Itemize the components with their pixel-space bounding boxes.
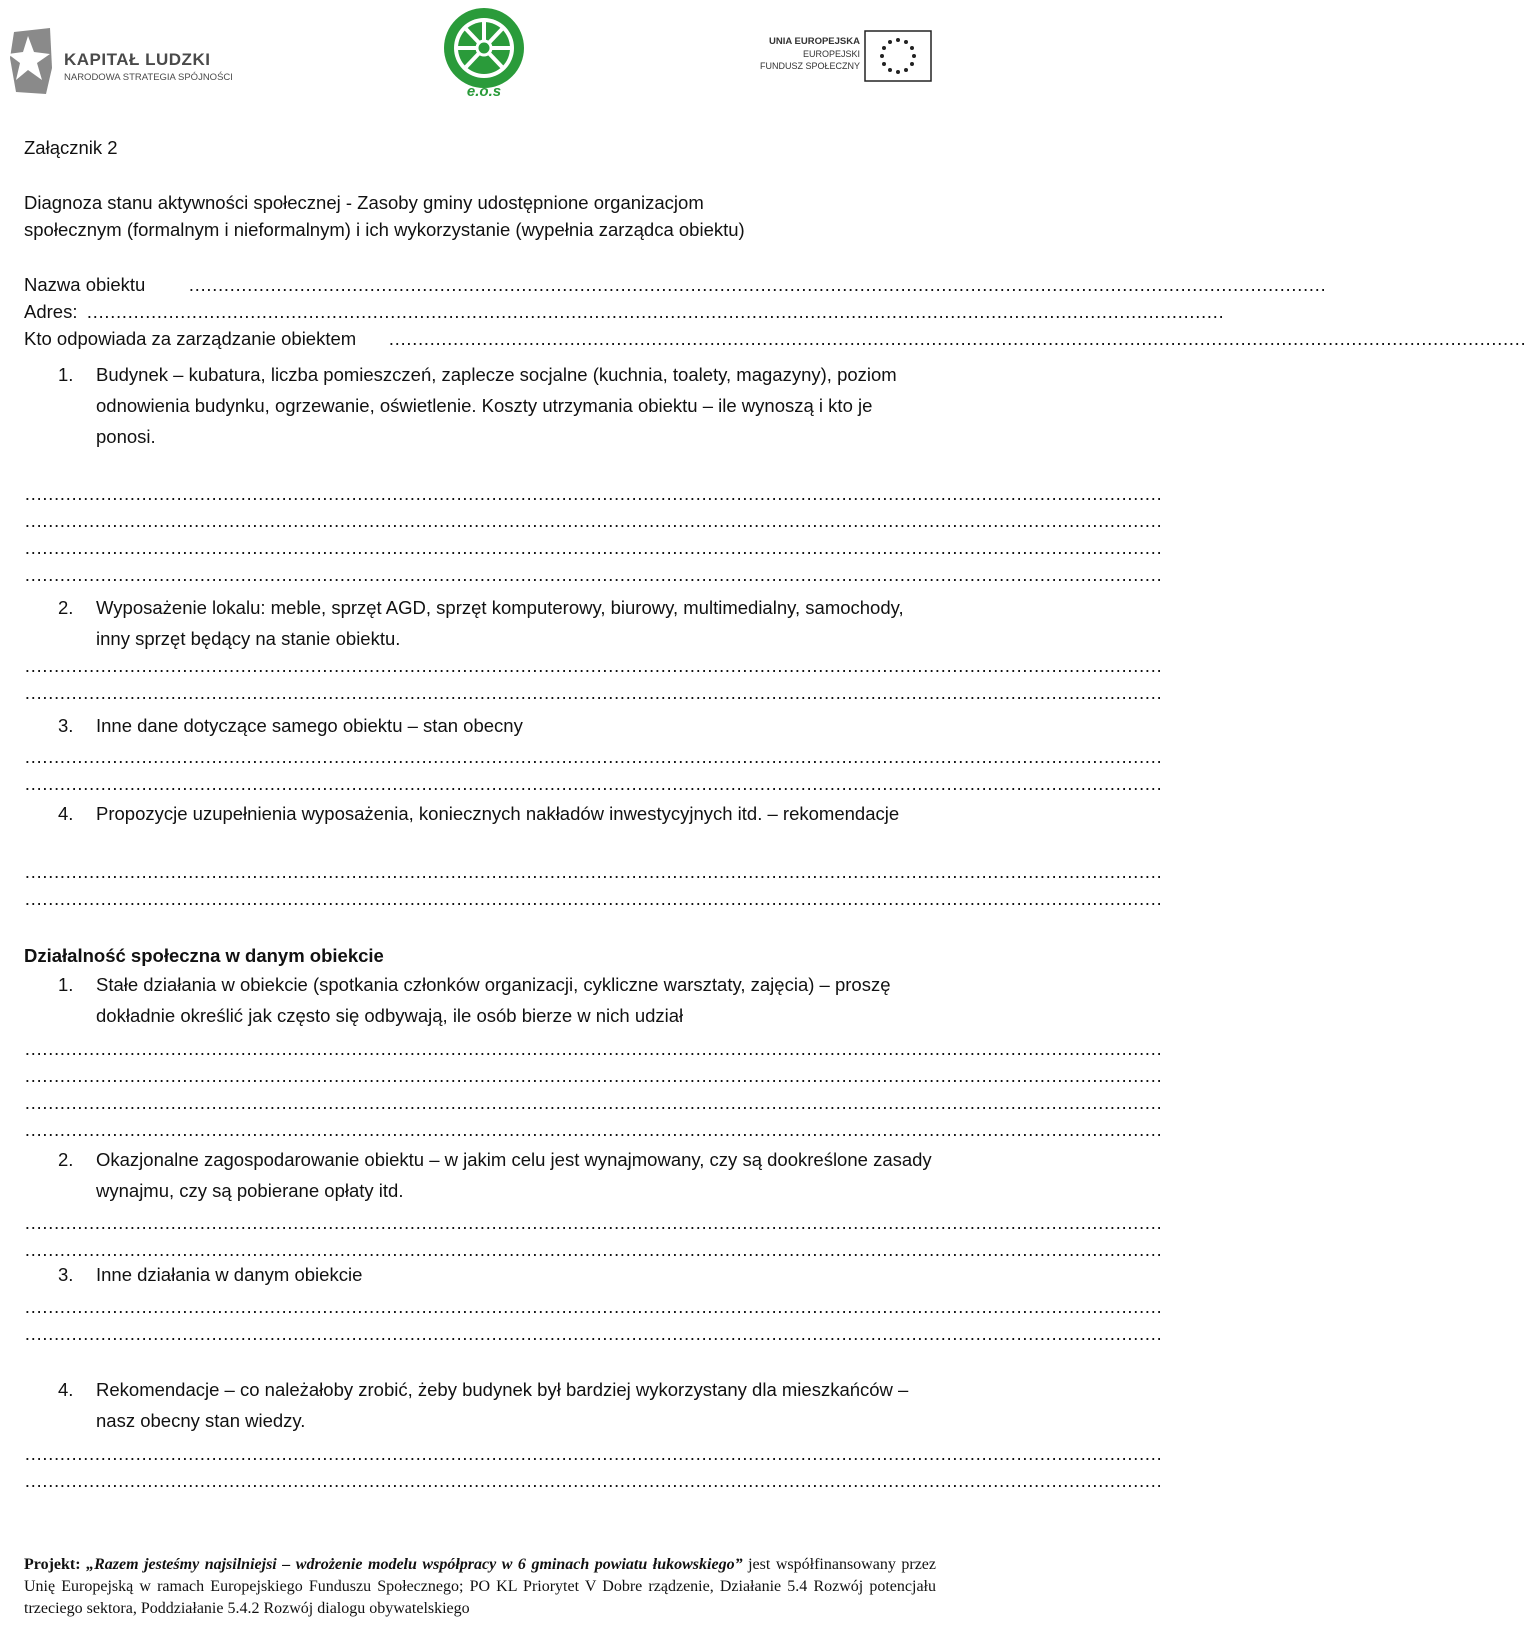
section-heading-social-activity: Działalność społeczna w danym obiekcie bbox=[24, 945, 384, 966]
item-number: 1. bbox=[58, 364, 74, 385]
question-regular-activities: Stałe działania w obiekcie (spotkania członków organizacji, cykliczne warsztaty, zajęcia) – proszę dokładnie określić jak często się odbywają, ile osób bierze w nich udział bbox=[96, 974, 891, 1026]
page-header bbox=[0, 0, 960, 110]
question-other-activities: Inne działania w danym obiekcie bbox=[96, 1264, 363, 1285]
answer-line[interactable]: …………………………………………………………………………………………………………………………………………………………………………… bbox=[24, 564, 1162, 585]
item-number: 2. bbox=[58, 1149, 74, 1170]
address-field[interactable]: …………………………………………………………………………………………………………………………………………………………………………… bbox=[86, 301, 1224, 322]
manager-field[interactable]: …………………………………………………………………………………………………………………………………………………………………………… bbox=[388, 328, 1526, 349]
item-number: 4. bbox=[58, 803, 74, 824]
eu-flag-icon bbox=[864, 30, 932, 82]
answer-line[interactable]: …………………………………………………………………………………………………………………………………………………………………………… bbox=[24, 1323, 1162, 1344]
answer-line[interactable]: …………………………………………………………………………………………………………………………………………………………………………… bbox=[24, 1296, 1162, 1317]
item-number: 3. bbox=[58, 715, 74, 736]
answer-line[interactable]: …………………………………………………………………………………………………………………………………………………………………………… bbox=[24, 682, 1162, 703]
address-label: Adres: bbox=[24, 301, 78, 322]
answer-line[interactable]: …………………………………………………………………………………………………………………………………………………………………………… bbox=[24, 510, 1162, 531]
project-footer bbox=[24, 1554, 936, 1620]
footer-project-label: Projekt: bbox=[24, 1556, 81, 1573]
answer-line[interactable]: …………………………………………………………………………………………………………………………………………………………………………… bbox=[24, 773, 1162, 794]
answer-line[interactable]: …………………………………………………………………………………………………………………………………………………………………………… bbox=[24, 1038, 1162, 1059]
eu-logo bbox=[738, 30, 938, 82]
kapital-ludzki-title: KAPITAŁ LUDZKI bbox=[64, 50, 211, 69]
answer-line[interactable]: …………………………………………………………………………………………………………………………………………………………………………… bbox=[24, 1443, 1162, 1464]
answer-line[interactable]: …………………………………………………………………………………………………………………………………………………………………………… bbox=[24, 888, 1162, 909]
object-name-field[interactable]: …………………………………………………………………………………………………………………………………………………………………………… bbox=[188, 274, 1326, 295]
answer-line[interactable]: …………………………………………………………………………………………………………………………………………………………………………… bbox=[24, 746, 1162, 767]
kapital-ludzki-logo bbox=[6, 28, 246, 100]
form-title-line-2: społecznym (formalnym i nieformalnym) i ich wykorzystanie (wypełnia zarządca obiektu) bbox=[24, 219, 745, 240]
question-recommendations-equipment: Propozycje uzupełnienia wyposażenia, koniecznych nakładów inwestycyjnych itd. – rekomendacje bbox=[96, 803, 900, 824]
answer-line[interactable]: …………………………………………………………………………………………………………………………………………………………………………… bbox=[24, 483, 1162, 504]
answer-line[interactable]: …………………………………………………………………………………………………………………………………………………………………………… bbox=[24, 1212, 1162, 1233]
question-building: Budynek – kubatura, liczba pomieszczeń, zaplecze socjalne (kuchnia, toalety, magazyny), poziom odnowienia budynku, ogrzewanie, oświetlenie. Koszty utrzymania obiektu – ile wynoszą i kto je ponosi. bbox=[96, 364, 897, 447]
item-number: 3. bbox=[58, 1264, 74, 1285]
footer-project-title: „Razem jesteśmy najsilniejsi – wdrożenie modelu współpracy w 6 gminach powiatu łukowskiego” bbox=[86, 1556, 743, 1573]
answer-line[interactable]: …………………………………………………………………………………………………………………………………………………………………………… bbox=[24, 1119, 1162, 1140]
footer-funding-text: jest współfinansowany przez Unię Europejską w ramach Europejskiego Funduszu Społecznego; PO KL Priorytet V Dobre rządzenie, Działanie 5.4 Rozwój potencjału trzeciego sektora, Poddziałanie 5.4.2 Rozwój dialogu obywatelskiego bbox=[24, 1556, 936, 1617]
attachment-label: Załącznik 2 bbox=[24, 137, 118, 158]
question-occasional-use: Okazjonalne zagospodarowanie obiektu – w jakim celu jest wynajmowany, czy są dookreślone zasady wynajmu, czy są pobierane opłaty itd. bbox=[96, 1149, 932, 1201]
eos-wheel-logo bbox=[436, 4, 532, 100]
question-other-object-data: Inne dane dotyczące samego obiektu – stan obecny bbox=[96, 715, 523, 736]
item-number: 4. bbox=[58, 1379, 74, 1400]
answer-line[interactable]: …………………………………………………………………………………………………………………………………………………………………………… bbox=[24, 655, 1162, 676]
answer-line[interactable]: …………………………………………………………………………………………………………………………………………………………………………… bbox=[24, 1470, 1162, 1491]
question-recommendations-usage: Rekomendacje – co należałoby zrobić, żeby budynek był bardziej wykorzystany dla mieszkańców – nasz obecny stan wiedzy. bbox=[96, 1379, 909, 1431]
item-number: 2. bbox=[58, 597, 74, 618]
eu-logo-text: UNIA EUROPEJSKA EUROPEJSKI FUNDUSZ SPOŁECZNY bbox=[759, 36, 860, 71]
kapital-ludzki-subtitle: NARODOWA STRATEGIA SPÓJNOŚCI bbox=[64, 72, 233, 83]
object-name-label: Nazwa obiektu bbox=[24, 274, 146, 295]
answer-line[interactable]: …………………………………………………………………………………………………………………………………………………………………………… bbox=[24, 1092, 1162, 1113]
form-title-line-1: Diagnoza stanu aktywności społecznej - Zasoby gminy udostępnione organizacjom bbox=[24, 192, 704, 213]
manager-label: Kto odpowiada za zarządzanie obiektem bbox=[24, 328, 357, 349]
answer-line[interactable]: …………………………………………………………………………………………………………………………………………………………………………… bbox=[24, 861, 1162, 882]
answer-line[interactable]: …………………………………………………………………………………………………………………………………………………………………………… bbox=[24, 1065, 1162, 1086]
kapital-ludzki-star-icon bbox=[6, 28, 56, 96]
eos-letters: e.o.s bbox=[466, 83, 502, 100]
question-equipment: Wyposażenie lokalu: meble, sprzęt AGD, sprzęt komputerowy, biurowy, multimedialny, samochody, inny sprzęt będący na stanie obiektu. bbox=[96, 597, 904, 649]
answer-line[interactable]: …………………………………………………………………………………………………………………………………………………………………………… bbox=[24, 537, 1162, 558]
item-number: 1. bbox=[58, 974, 74, 995]
answer-line[interactable]: …………………………………………………………………………………………………………………………………………………………………………… bbox=[24, 1239, 1162, 1260]
